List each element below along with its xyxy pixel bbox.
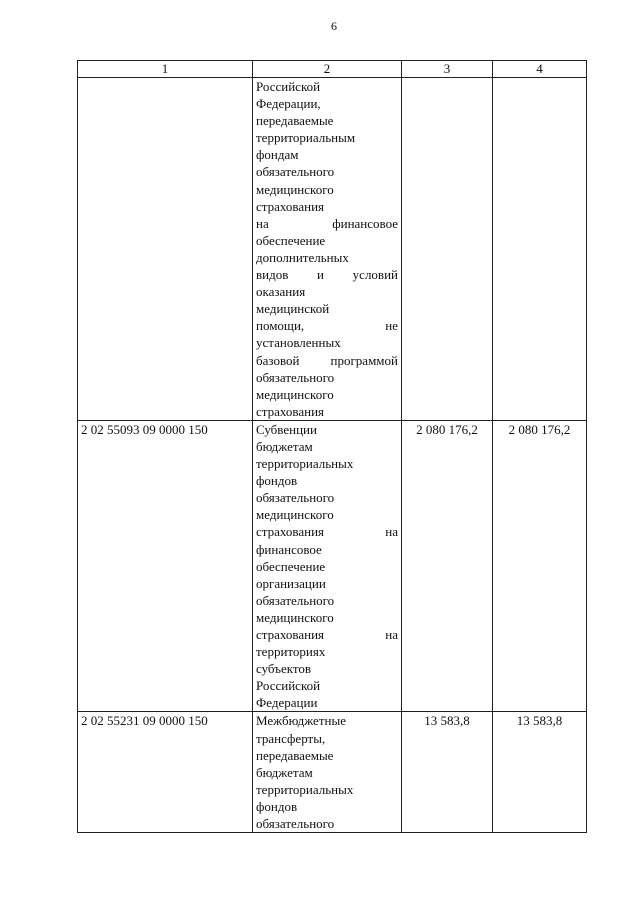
description-line: Российской: [256, 678, 321, 694]
header-row: [78, 61, 587, 78]
budget-code-cell: [78, 78, 253, 421]
table-body: [78, 78, 587, 833]
description-line: передаваемые: [256, 113, 334, 129]
description-line: установленных: [256, 335, 341, 351]
description-line: страхования: [256, 403, 325, 419]
amount-col-4-cell: 2 080 176,2: [493, 420, 587, 712]
description-line: страхования: [256, 198, 325, 214]
page-number: 6: [331, 19, 337, 33]
description-line: обязательного: [256, 164, 335, 180]
header-col-4: 4: [493, 61, 587, 78]
description-line: Федерации,: [256, 96, 321, 112]
budget-code-cell: 2 02 55231 09 0000 150: [78, 712, 253, 833]
description-line: территориальным: [256, 130, 356, 146]
description-line: трансферты,: [256, 730, 326, 746]
description-line: организации: [256, 575, 326, 591]
description-line: на финансовое: [256, 215, 398, 231]
description-line: территориальных: [256, 781, 354, 797]
description-line: бюджетам: [256, 438, 313, 454]
description-line: Федерации: [256, 695, 318, 711]
description-line: фондам: [256, 147, 299, 163]
amount-col-3-cell: 2 080 176,2: [402, 420, 493, 712]
description-line: медицинского: [256, 181, 334, 197]
description-line: обеспечение: [256, 232, 326, 248]
table-row: [78, 420, 587, 712]
description-line: страхования на: [256, 524, 398, 540]
description-line: территориях: [256, 644, 326, 660]
description-line: финансовое: [256, 541, 322, 557]
description-line: территориальных: [256, 456, 354, 472]
description-cell: [253, 420, 402, 712]
description-line: обязательного: [256, 369, 335, 385]
budget-code-cell: 2 02 55093 09 0000 150: [78, 420, 253, 712]
description-line: медицинской: [256, 301, 330, 317]
description-line: базовой программой: [256, 352, 398, 368]
description-line: медицинского: [256, 386, 334, 402]
header-col-3: 3: [402, 61, 493, 78]
header-col-1: 1: [78, 61, 253, 78]
description-line: обязательного: [256, 592, 335, 608]
description-line: медицинского: [256, 507, 334, 523]
header-col-2: 2: [253, 61, 402, 78]
amount-col-3-cell: [402, 78, 493, 421]
description-line: субъектов: [256, 661, 312, 677]
description-line: Субвенции: [256, 421, 317, 437]
description-line: обязательного: [256, 816, 335, 832]
description-line: помощи, не: [256, 318, 398, 334]
description-line: оказания: [256, 284, 306, 300]
description-line: Российской: [256, 79, 321, 94]
description-cell: [253, 712, 402, 833]
description-cell: [253, 78, 402, 421]
table-row: [78, 712, 587, 833]
description-line: видов и условий: [256, 267, 398, 283]
description-line: передаваемые: [256, 747, 334, 763]
amount-col-4-cell: [493, 78, 587, 421]
table-row: [78, 78, 587, 421]
description-line: обязательного: [256, 490, 335, 506]
description-line: дополнительных: [256, 249, 349, 265]
amount-col-3-cell: 13 583,8: [402, 712, 493, 833]
amount-col-4-cell: 13 583,8: [493, 712, 587, 833]
description-line: бюджетам: [256, 764, 313, 780]
budget-table: [77, 60, 587, 833]
description-line: обеспечение: [256, 558, 326, 574]
description-line: медицинского: [256, 609, 334, 625]
description-line: страхования на: [256, 627, 398, 642]
description-line: фондов: [256, 798, 298, 814]
description-line: Межбюджетные: [256, 713, 346, 729]
description-line: фондов: [256, 473, 298, 489]
